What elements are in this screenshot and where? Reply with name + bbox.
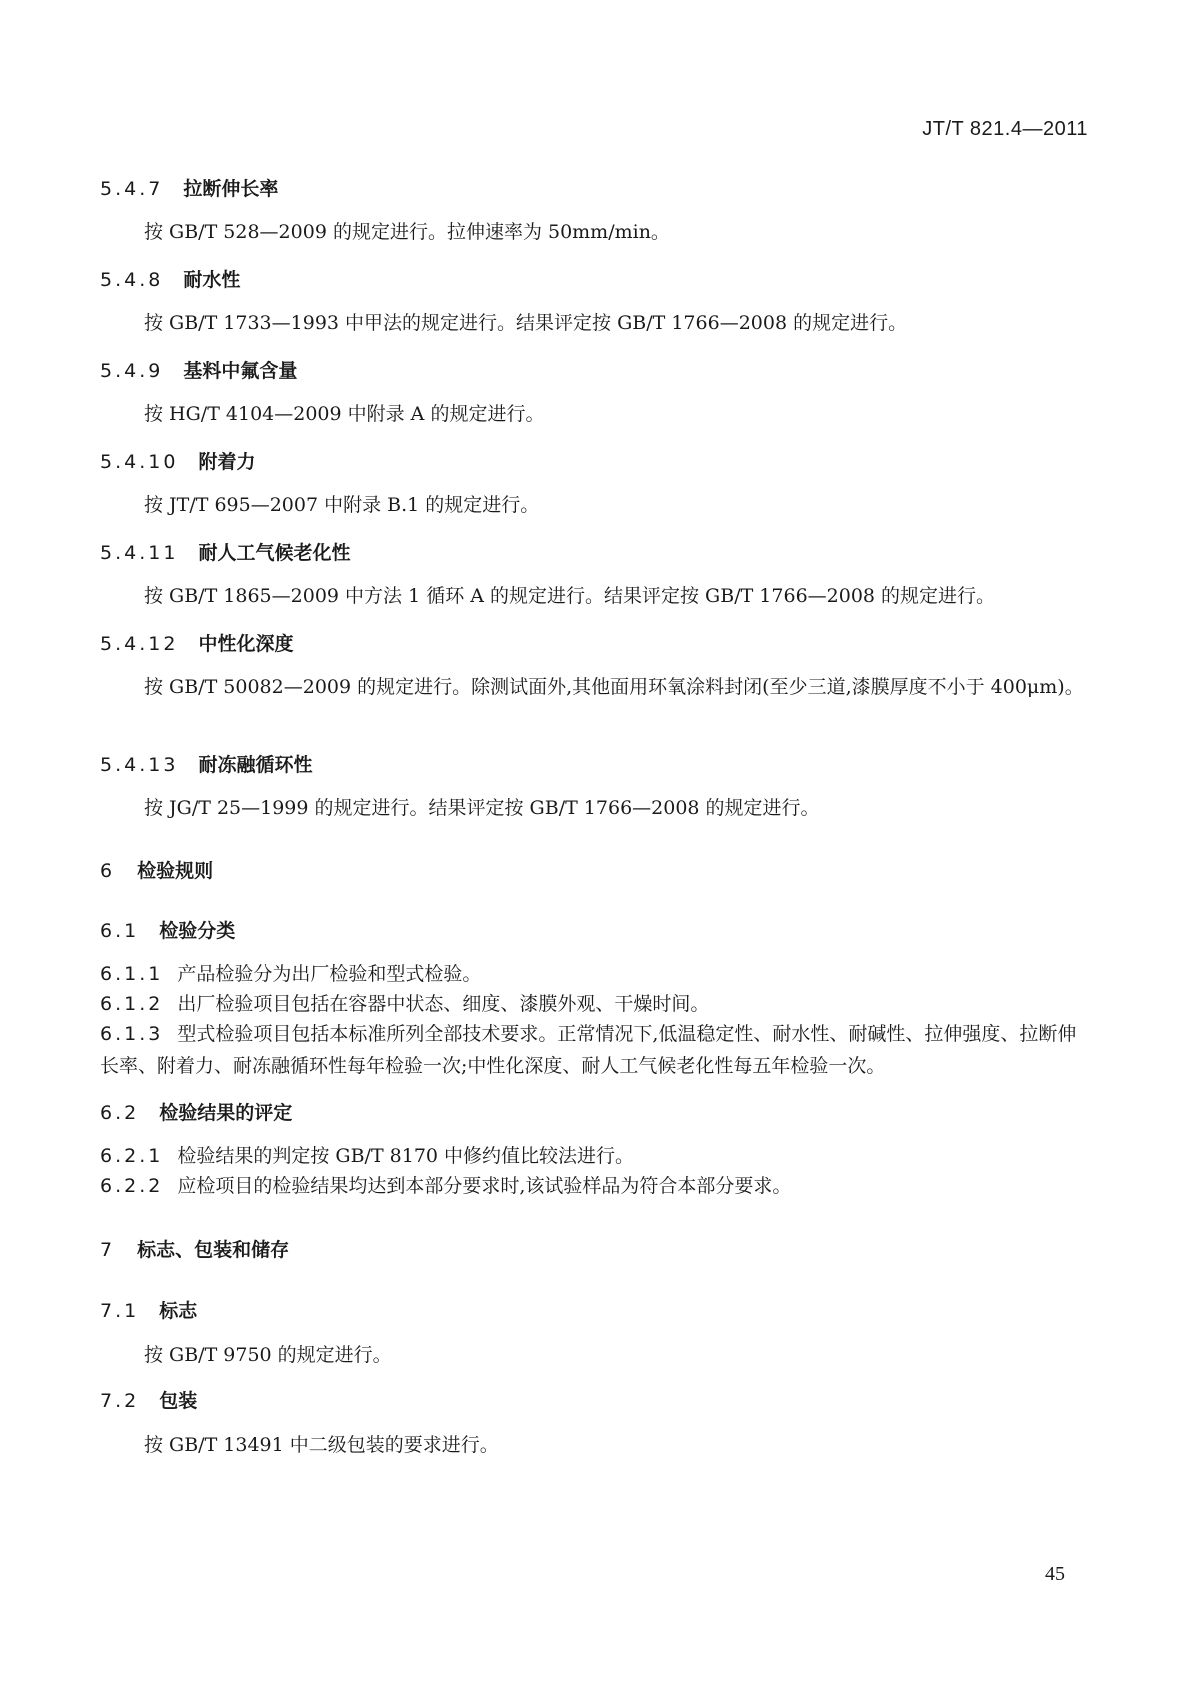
section-paragraph: 按 JG/T 25—1999 的规定进行。结果评定按 GB/T 1766—2008 的规定进行。 bbox=[144, 797, 820, 819]
clause-text: 出厂检验项目包括在容器中状态、细度、漆膜外观、干燥时间。 bbox=[177, 993, 710, 1015]
chapter-heading bbox=[100, 856, 213, 883]
section-title: 标志 bbox=[159, 1300, 198, 1322]
section-title: 耐水性 bbox=[183, 269, 241, 291]
section-number: 5.4.8 bbox=[100, 269, 164, 291]
section-heading bbox=[100, 447, 255, 474]
section-number: 6.2 bbox=[100, 1102, 140, 1124]
chapter-title: 检验规则 bbox=[137, 860, 214, 882]
section-title: 中性化深度 bbox=[198, 633, 294, 655]
clause-item bbox=[100, 958, 1088, 990]
section-title: 拉断伸长率 bbox=[183, 178, 279, 200]
section-heading bbox=[100, 750, 312, 777]
section-heading bbox=[100, 538, 350, 565]
section-title: 耐人工气候老化性 bbox=[198, 542, 351, 564]
section-number: 5.4.9 bbox=[100, 360, 164, 382]
section-paragraph: 按 JT/T 695—2007 中附录 B.1 的规定进行。 bbox=[144, 494, 540, 516]
section-title: 耐冻融循环性 bbox=[198, 754, 313, 776]
clause-text: 应检项目的检验结果均达到本部分要求时,该试验样品为符合本部分要求。 bbox=[177, 1175, 792, 1197]
clause-item bbox=[100, 988, 1088, 1020]
section-number: 5.4.13 bbox=[100, 754, 179, 776]
clause-item bbox=[100, 1170, 1088, 1202]
section-heading bbox=[100, 1386, 197, 1413]
clause-number: 6.1.1 bbox=[100, 963, 164, 985]
clause-number: 6.1.2 bbox=[100, 993, 164, 1015]
section-title: 检验分类 bbox=[159, 920, 236, 942]
section-heading bbox=[100, 916, 235, 943]
section-number: 5.4.7 bbox=[100, 178, 164, 200]
chapter-number: 7 bbox=[100, 1239, 116, 1261]
section-paragraph: 按 GB/T 9750 的规定进行。 bbox=[144, 1344, 392, 1366]
chapter-title: 标志、包装和储存 bbox=[137, 1239, 290, 1261]
clause-text: 型式检验项目包括本标准所列全部技术要求。正常情况下,低温稳定性、耐水性、耐碱性、拉伸强度、拉断伸长率、附着力、耐冻融循环性每年检验一次;中性化深度、耐人工气候老化性每五年检验一次。 bbox=[100, 1023, 1077, 1077]
section-paragraph: 按 GB/T 528—2009 的规定进行。拉伸速率为 50mm/min。 bbox=[144, 221, 670, 243]
clause-number: 6.2.2 bbox=[100, 1175, 164, 1197]
clause-item bbox=[100, 1018, 1088, 1082]
section-heading bbox=[100, 1098, 292, 1125]
section-heading bbox=[100, 265, 240, 292]
section-title: 包装 bbox=[159, 1390, 198, 1412]
clause-text: 检验结果的判定按 GB/T 8170 中修约值比较法进行。 bbox=[177, 1145, 635, 1167]
section-heading bbox=[100, 356, 297, 383]
chapter-number: 6 bbox=[100, 860, 116, 882]
section-heading bbox=[100, 1296, 197, 1323]
section-number: 6.1 bbox=[100, 920, 140, 942]
section-paragraph: 按 GB/T 1733—1993 中甲法的规定进行。结果评定按 GB/T 1766—2008 的规定进行。 bbox=[144, 312, 908, 334]
section-number: 5.4.10 bbox=[100, 451, 179, 473]
section-paragraph: 按 GB/T 1865—2009 中方法 1 循环 A 的规定进行。结果评定按 GB/T 1766—2008 的规定进行。 bbox=[144, 585, 996, 607]
clause-number: 6.2.1 bbox=[100, 1145, 164, 1167]
section-paragraph: 按 HG/T 4104—2009 中附录 A 的规定进行。 bbox=[144, 403, 545, 425]
page-number: 45 bbox=[1045, 1563, 1065, 1585]
section-paragraph: 按 GB/T 50082—2009 的规定进行。除测试面外,其他面用环氧涂料封闭(至少三道,漆膜厚度不小于 400μm)。 bbox=[144, 676, 1084, 698]
clause-item bbox=[100, 1140, 1088, 1172]
section-title: 检验结果的评定 bbox=[159, 1102, 293, 1124]
clause-text: 产品检验分为出厂检验和型式检验。 bbox=[177, 963, 482, 985]
chapter-heading bbox=[100, 1235, 289, 1262]
section-title: 附着力 bbox=[198, 451, 256, 473]
section-number: 5.4.12 bbox=[100, 633, 179, 655]
section-number: 7.2 bbox=[100, 1390, 140, 1412]
section-heading bbox=[100, 174, 278, 201]
clause-number: 6.1.3 bbox=[100, 1023, 164, 1045]
section-title: 基料中氟含量 bbox=[183, 360, 298, 382]
section-number: 7.1 bbox=[100, 1300, 140, 1322]
section-number: 5.4.11 bbox=[100, 542, 179, 564]
section-paragraph: 按 GB/T 13491 中二级包装的要求进行。 bbox=[144, 1434, 499, 1456]
standard-code: JT/T 821.4—2011 bbox=[922, 118, 1088, 140]
section-heading bbox=[100, 629, 293, 656]
